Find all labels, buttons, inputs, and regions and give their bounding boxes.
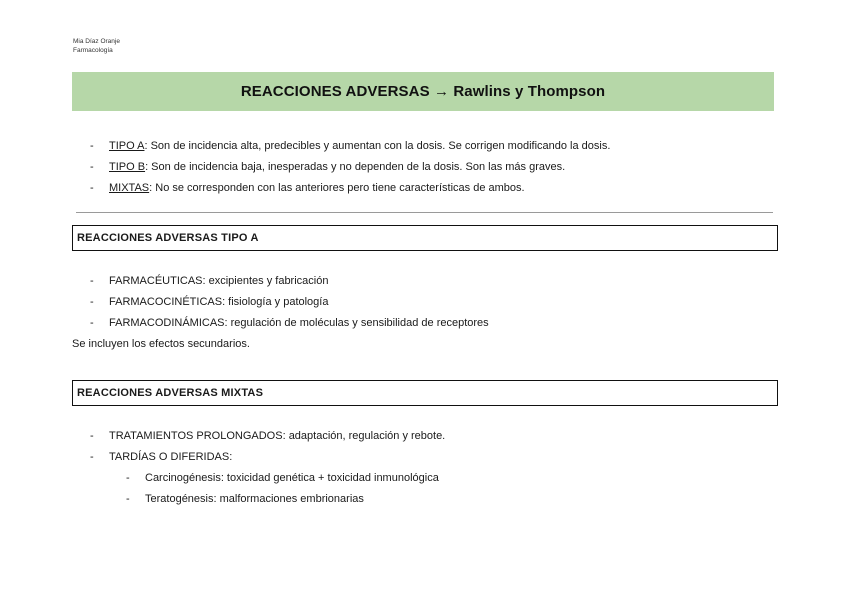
type-a-term: TIPO A [109,140,145,152]
title-banner [72,72,774,111]
author-name: Mia Díaz Oranje [73,38,120,45]
sub-list-item: - Teratogénesis: malformaciones embrionarias [126,489,439,510]
type-a-note: Se incluyen los efectos secundarios. [72,338,250,350]
type-b-description: : Son de incidencia baja, inesperadas y no dependen de la dosis. Son las más graves. [145,161,566,173]
type-b-term: TIPO B [109,161,146,173]
section-heading-type-a [72,225,778,251]
list-item [90,157,610,178]
mixed-term: MIXTAS [109,182,150,194]
horizontal-divider [76,212,773,213]
list-item [90,136,610,157]
list-item: - FARMACOCINÉTICAS: fisiología y patología [90,292,489,313]
section-heading-mixed [72,380,778,406]
mixed-list [90,426,445,468]
page-title: REACCIONES ADVERSAS → Rawlins y Thompson [240,83,606,100]
list-item: - FARMACODINÁMICAS: regulación de moléculas y sensibilidad de receptores [90,313,489,334]
sub-list-item: - Carcinogénesis: toxicidad genética + toxicidad inmunológica [126,468,439,489]
section-title: REACCIONES ADVERSAS TIPO A [77,232,259,244]
type-a-list [90,271,489,334]
list-item: - TARDÍAS O DIFERIDAS: [90,447,445,468]
mixed-sublist [126,468,439,510]
document-header [73,37,120,55]
type-a-description: : Son de incidencia alta, predecibles y aumentan con la dosis. Se corrigen modificando la dosis. [144,140,611,152]
subject-name: Farmacología [73,47,113,54]
list-item: - FARMACÉUTICAS: excipientes y fabricación [90,271,489,292]
intro-list [90,136,610,199]
list-item [90,178,610,199]
section-title: REACCIONES ADVERSAS MIXTAS [77,387,264,399]
list-item: - TRATAMIENTOS PROLONGADOS: adaptación, regulación y rebote. [90,426,445,447]
mixed-description: : No se corresponden con las anteriores pero tiene características de ambos. [149,182,525,194]
